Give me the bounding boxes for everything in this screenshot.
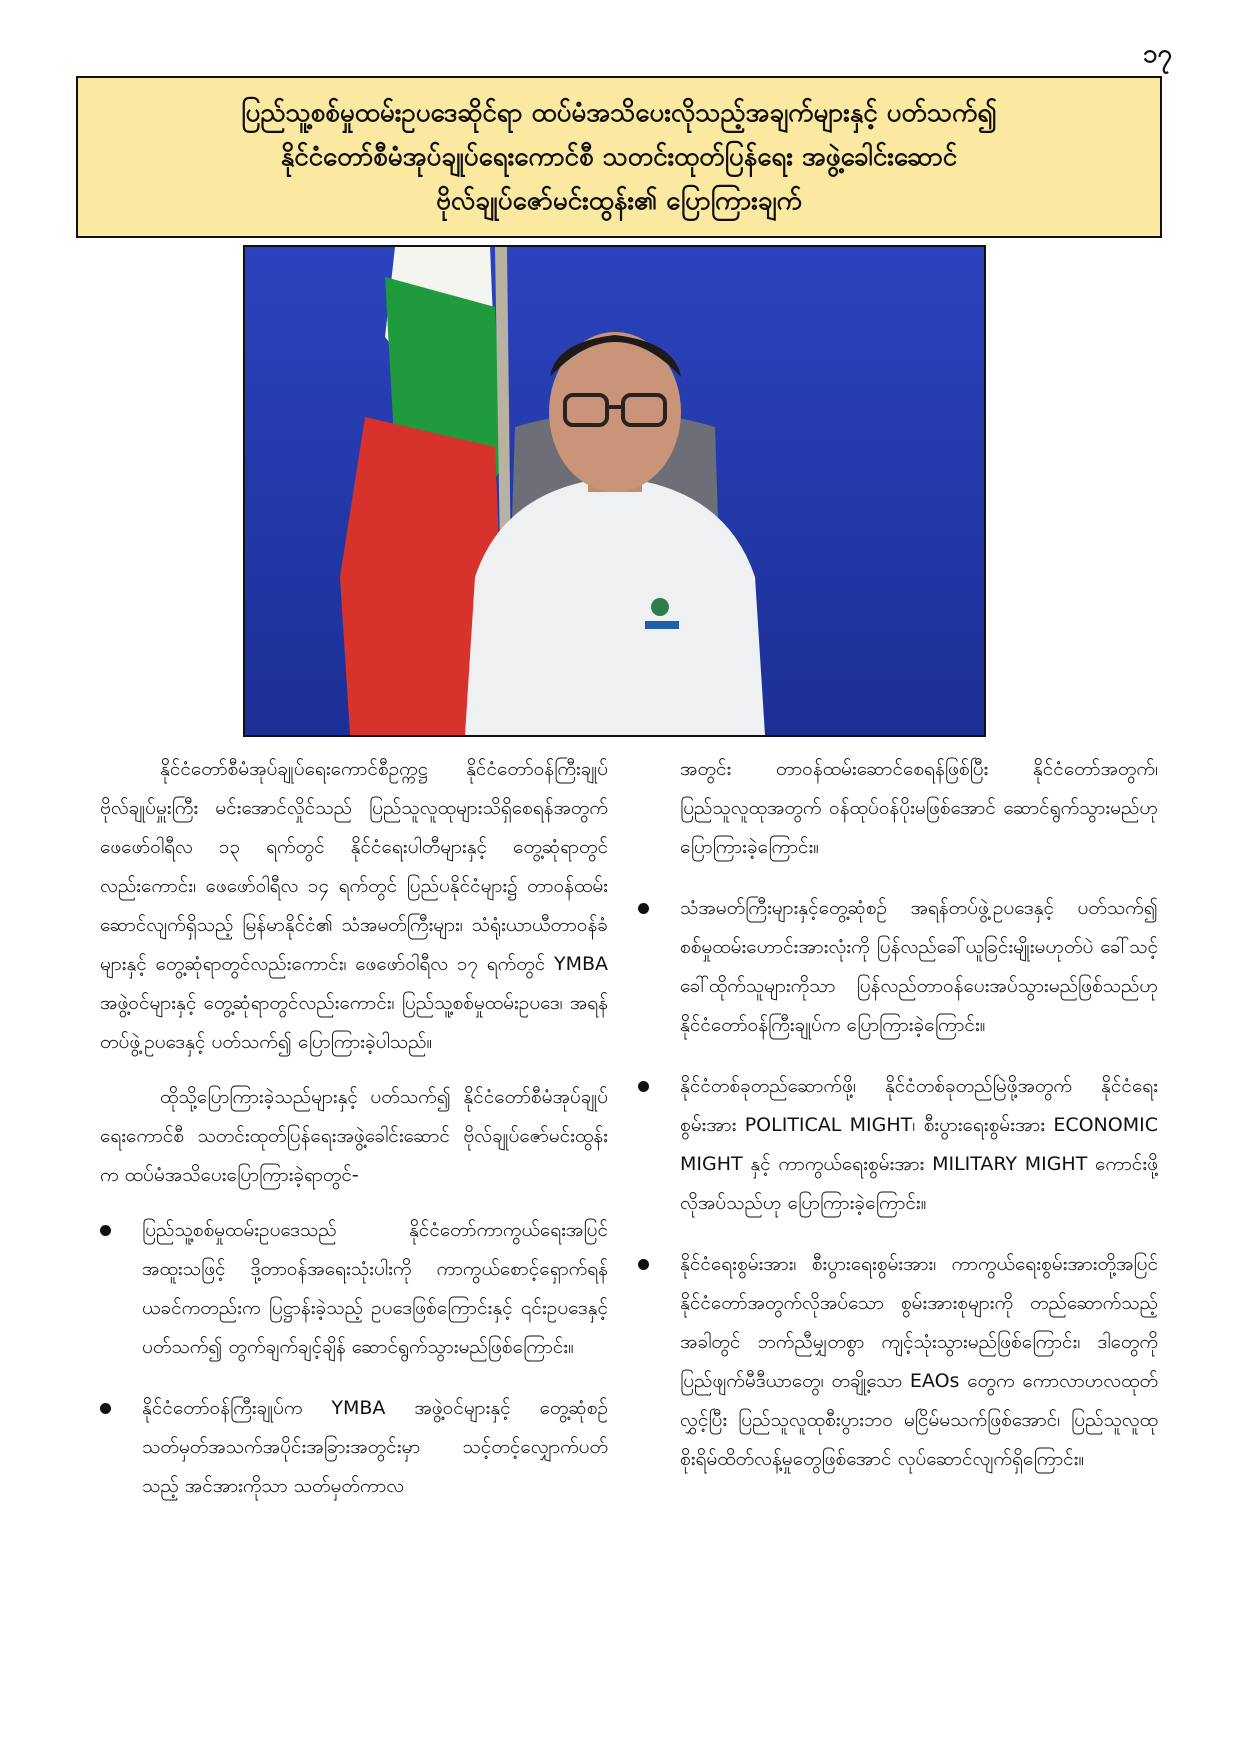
spokesperson-photo — [243, 245, 986, 737]
paragraph-1: နိုင်ငံတော်စီမံအုပ်ချုပ်ရေးကောင်စီဥက္ကဋ္ဌ နိုင်ငံတော်ဝန်ကြီးချုပ် ဗိုလ်ချုပ်မှူးကြီး မင်းအောင်လှိုင်သည် ပြည်သူလူထုများသိရှိစေရန်အတွက် ဖေဖော်ဝါရီလ ၁၃ ရက်တွင် နိုင်ငံရေးပါတီများနှင့် တွေ့ဆုံရာတွင်လည်းကောင်း၊ ဖေဖော်ဝါရီလ ၁၄ ရက်တွင် ပြည်ပနိုင်ငံများ၌ တာဝန်ထမ်းဆောင်လျက်ရှိသည့် မြန်မာနိုင်ငံ၏ သံအမတ်ကြီးများ၊ သံရုံးယာယီတာဝန်ခံများနှင့် တွေ့ဆုံရာတွင်လည်းကောင်း၊ ဖေဖော်ဝါရီလ ၁၇ ရက်တွင် YMBA အဖွဲ့ဝင်များနှင့် တွေ့ဆုံရာတွင်လည်းကောင်း၊ ပြည်သူ့စစ်မှုထမ်းဥပဒေ၊ အရန်တပ်ဖွဲ့ဥပဒေနှင့် ပတ်သက်၍ ပြောကြားခဲ့ပါသည်။ — [100, 758, 608, 1053]
bullet-list-left — [100, 1211, 608, 1506]
paragraph-2: ထိုသို့ပြောကြားခဲ့သည်များနှင့် ပတ်သက်၍ နိုင်ငံတော်စီမံအုပ်ချုပ်ရေးကောင်စီ သတင်းထုတ်ပြန်ရေးအဖွဲ့ခေါင်းဆောင် ဗိုလ်ချုပ်ဇော်မင်းထွန်းက ထပ်မံအသိပေးပြောကြားခဲ့ရာတွင်- — [100, 1086, 608, 1186]
title-line-2: နိုင်ငံတော်စီမံအုပ်ချုပ်ရေးကောင်စီ သတင်းထုတ်ပြန်ရေး အဖွဲ့ခေါင်းဆောင် — [280, 142, 958, 172]
right-column — [638, 750, 1158, 1501]
bullet-item: သံအမတ်ကြီးများနှင့်တွေ့ဆုံစဉ် အရန်တပ်ဖွဲ့ဥပဒေနှင့် ပတ်သက်၍ စစ်မှုထမ်းဟောင်းအားလုံးကို ပြန်လည်ခေါ်ယူခြင်းမျိုးမဟုတ်ပဲ ခေါ်သင့်ခေါ်ထိုက်သူများကိုသာ ပြန်လည်တာဝန်ပေးအပ်သွားမည်ဖြစ်သည်ဟု နိုင်ငံတော်ဝန်ကြီးချုပ်က ပြောကြားခဲ့ကြောင်း။ — [638, 889, 1158, 1045]
bullet-list-right — [638, 889, 1158, 1479]
continued-text: အတွင်း တာဝန်ထမ်းဆောင်စေရန်ဖြစ်ပြီး နိုင်ငံတော်အတွက်၊ ပြည်သူလူထုအတွက် ဝန်ထုပ်ဝန်ပိုးမဖြစ်အောင် ဆောင်ရွက်သွားမည်ဟု ပြောကြားခဲ့ကြောင်း။ — [680, 758, 1158, 858]
bullet-item: နိုင်ငံတော်ဝန်ကြီးချုပ်က YMBA အဖွဲ့ဝင်များနှင့် တွေ့ဆုံစဉ် သတ်မှတ်အသက်အပိုင်းအခြားအတွင်းမှာ သင့်တင့်လျှောက်ပတ်သည့် အင်အားကိုသာ သတ်မှတ်ကာလ — [100, 1389, 608, 1506]
left-column — [100, 750, 608, 1528]
page-number: ၁၇ — [1142, 39, 1172, 69]
photo-illustration — [245, 247, 984, 735]
badge-icon — [651, 598, 669, 616]
bullet-item: နိုင်ငံတစ်ခုတည်ဆောက်ဖို့၊ နိုင်ငံတစ်ခုတည်မြဲဖို့အတွက် နိုင်ငံရေးစွမ်းအား POLITICAL MIGHT၊ စီးပွားရေးစွမ်းအား ECONOMIC MIGHT နှင့် ကာကွယ်ရေးစွမ်းအား MILITARY MIGHT ကောင်းဖို့ လိုအပ်သည်ဟု ပြောကြားခဲ့ကြောင်း။ — [638, 1067, 1158, 1223]
bullet-item: နိုင်ငံရေးစွမ်းအား၊ စီးပွားရေးစွမ်းအား၊ ကာကွယ်ရေးစွမ်းအားတို့အပြင် နိုင်ငံတော်အတွက်လိုအပ်သော စွမ်းအားစုများကို တည်ဆောက်သည့်အခါတွင် ဘက်ညီမျှတစွာ ကျင့်သုံးသွားမည်ဖြစ်ကြောင်း၊ ဒါတွေကို ပြည်ဖျက်မီဒီယာတွေ၊ တချို့သော EAOs တွေက ကောလာဟလထုတ်လွှင့်ပြီး ပြည်သူလူထုစီးပွားဘဝ မငြိမ်မသက်ဖြစ်အောင်၊ ပြည်သူလူထု စိုးရိမ်ထိတ်လန့်မှုတွေဖြစ်အောင် လုပ်ဆောင်လျက်ရှိကြောင်း။ — [638, 1245, 1158, 1479]
title-box — [76, 76, 1162, 238]
bullet-item: ပြည်သူ့စစ်မှုထမ်းဥပဒေသည် နိုင်ငံတော်ကာကွယ်ရေးအပြင် အထူးသဖြင့် ဒို့တာဝန်အရေးသုံးပါးကို ကာကွယ်စောင့်ရှောက်ရန် ယခင်ကတည်းက ပြဋ္ဌာန်းခဲ့သည့် ဥပဒေဖြစ်ကြောင်းနှင့် ၎င်းဥပဒေနှင့်ပတ်သက်၍ တွက်ချက်ချင့်ချိန် ဆောင်ရွက်သွားမည်ဖြစ်ကြောင်း။ — [100, 1211, 608, 1367]
title-line-3: ဗိုလ်ချုပ်ဇော်မင်းထွန်း၏ ပြောကြားချက် — [436, 186, 802, 216]
title-line-1: ပြည်သူ့စစ်မှုထမ်းဥပဒေဆိုင်ရာ ထပ်မံအသိပေးလိုသည့်အချက်များနှင့် ပတ်သက်၍ — [241, 98, 997, 128]
